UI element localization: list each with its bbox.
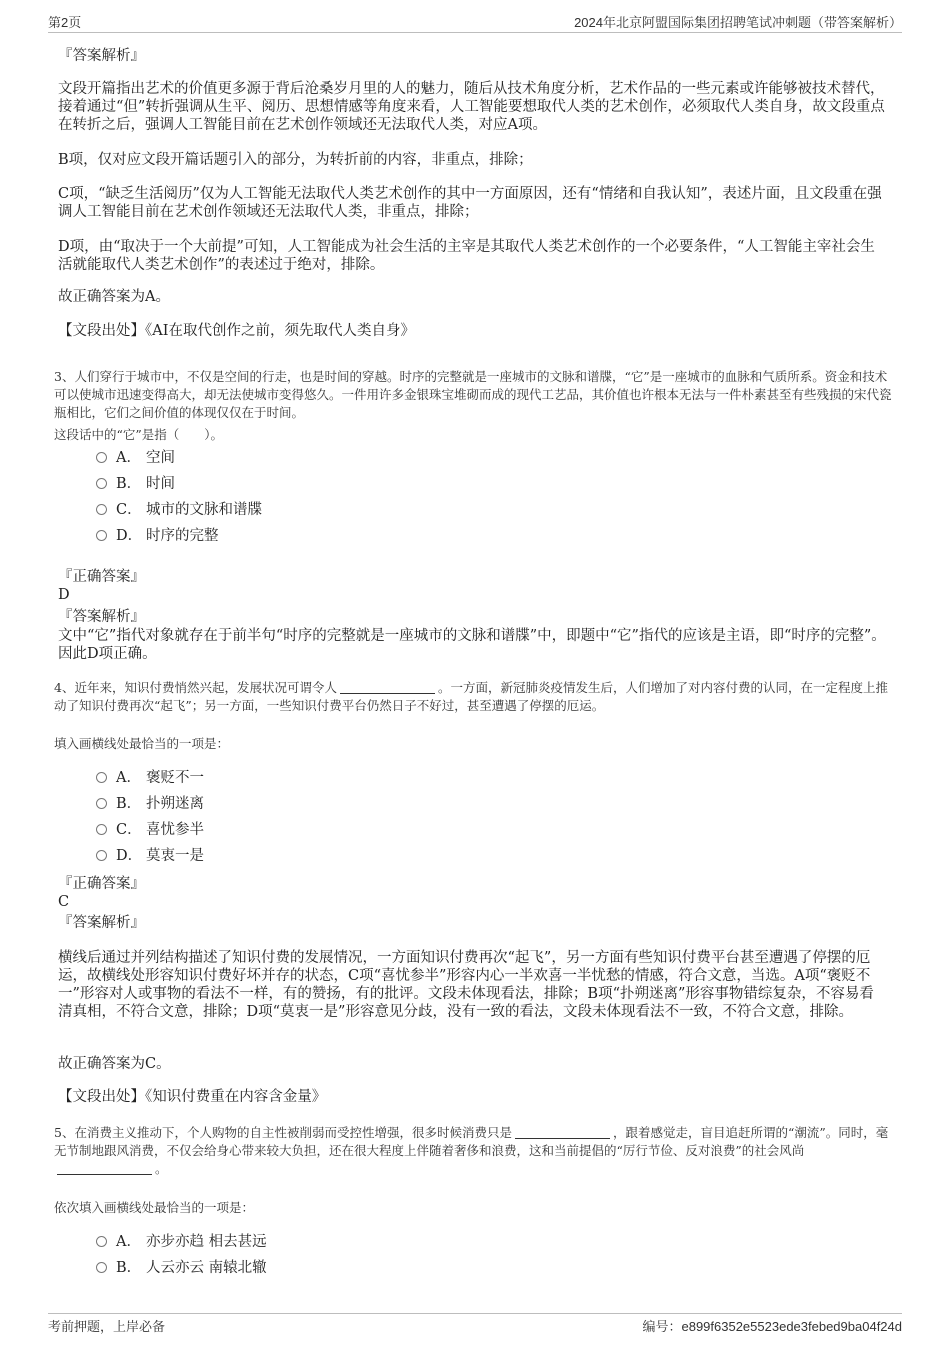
question-5-prompt: 依次填入画横线处最恰当的一项是： (54, 1200, 255, 1215)
question-4-answer: C (58, 894, 70, 910)
option-letter: A． (116, 1234, 141, 1250)
option-text: 城市的文脉和谱牒 (146, 502, 262, 518)
question-3-option-a[interactable] (96, 449, 175, 469)
question-4-analysis-label: 『答案解析』 (58, 915, 145, 931)
option-text: 褒贬不一 (146, 770, 204, 786)
option-text: 人云亦云 南辕北辙 (146, 1260, 267, 1276)
analysis-label: 『答案解析』 (58, 48, 145, 64)
document-code: 编号：e899f6352e5523ede3febed9ba04f24d (642, 1319, 902, 1334)
radio-icon[interactable] (96, 478, 107, 489)
option-text: 莫衷一是 (146, 848, 204, 864)
question-3-option-d[interactable] (96, 527, 219, 547)
question-4-option-a[interactable] (96, 769, 204, 789)
source-citation: 【文段出处】《AI在取代创作之前，须先取代人类自身》 (58, 323, 415, 339)
question-4-conclusion: 故正确答案为C。 (58, 1056, 171, 1072)
document-title: 2024年北京阿盟国际集团招聘笔试冲刺题（带答案解析） (574, 15, 902, 30)
option-text: 扑朔迷离 (146, 796, 204, 812)
radio-icon[interactable] (96, 798, 107, 809)
question-3-analysis-label: 『答案解析』 (58, 609, 145, 625)
question-4-option-b[interactable] (96, 795, 204, 815)
radio-icon[interactable] (96, 1236, 107, 1247)
question-3-prompt: 这段话中的“它”是指（ ）。 (54, 427, 224, 442)
question-4-stem: 4、近年来，知识付费悄然兴起，发展状况可谓令人 。一方面，新冠肺炎疫情发生后，人们增加了对内容付费的认同，在一定程度上推动了知识付费再次“起飞”；另一方面，一些知识付费平台仍然日子不好过，甚至遭遇了停摆的厄运。 (54, 680, 888, 713)
radio-icon[interactable] (96, 850, 107, 861)
analysis-paragraph-1: 文段开篇指出艺术的价值更多源于背后沧桑岁月里的人的魅力，随后从技术角度分析，艺术作品的一些元素或许能够被技术替代，接着通过“但”转折强调从生平、阅历、思想情感等角度来看，人工智能要想取代人类的艺术创作，必须取代人类自身，故文段重点在转折之后，强调人工智能目前在艺术创作领域还无法取代人类，对应A项。 (58, 81, 885, 133)
question-4-analysis: 横线后通过并列结构描述了知识付费的发展情况，一方面知识付费再次“起飞”，另一方面有些知识付费平台甚至遭遇了停摆的厄运，故横线处形容知识付费好坏并存的状态，C项“喜忧参半”形容内心一半欢喜一半忧愁的情感，符合文意，当选。A项“褒贬不一”形容对人或事物的看法不一样，有的赞扬，有的批评。文段未体现看法，排除；B项“扑朔迷离”形容事物错综复杂，不容易看清真相，不符合文意，排除；D项“莫衷一是”形容意见分歧，没有一致的看法，文段未体现看法不一致，不符合文意，排除。 (58, 950, 874, 1020)
analysis-conclusion: 故正确答案为A。 (58, 289, 170, 305)
option-letter: B． (116, 476, 142, 492)
option-letter: B． (116, 796, 142, 812)
analysis-paragraph-3: C项，“缺乏生活阅历”仅为人工智能无法取代人类艺术创作的其中一方面原因，还有“情绪和自我认知”，表述片面，且文段重在强调人工智能目前在艺术创作领域还无法取代人类，非重点，排除； (58, 186, 882, 220)
page-header (48, 10, 902, 33)
option-text: 亦步亦趋 相去甚远 (146, 1234, 267, 1250)
question-3-analysis: 文中“它”指代对象就存在于前半句“时序的完整就是一座城市的文脉和谱牒”中，即题中“它”指代的应该是主语，即“时序的完整”。因此D项正确。 (58, 628, 886, 662)
fill-blank (515, 1125, 610, 1139)
question-3-option-c[interactable] (96, 501, 262, 521)
fill-blank (340, 680, 435, 694)
fill-blank (57, 1161, 152, 1175)
radio-icon[interactable] (96, 452, 107, 463)
option-text: 时间 (146, 476, 175, 492)
footer-slogan: 考前押题，上岸必备 (48, 1319, 166, 1334)
question-3-answer: D (58, 587, 70, 603)
option-letter: C． (116, 822, 142, 838)
question-4-answer-label: 『正确答案』 (58, 876, 145, 892)
radio-icon[interactable] (96, 1262, 107, 1273)
question-3-stem: 3、人们穿行于城市中，不仅是空间的行走，也是时间的穿越。时序的完整就是一座城市的文脉和谱牒，“它”是一座城市的血脉和气质所系。资金和技术可以使城市迅速变得高大，却无法使城市变得悠久。一件用许多金银珠宝堆砌而成的现代工艺品，其价值也许根本无法与一件朴素甚至有些残损的宋代瓷瓶相比，它们之间价值的体现仅仅在于时间。 (54, 369, 892, 420)
option-letter: C． (116, 502, 142, 518)
question-5-option-a[interactable] (96, 1233, 267, 1253)
question-5-option-b[interactable] (96, 1259, 267, 1279)
radio-icon[interactable] (96, 504, 107, 515)
option-letter: D． (116, 528, 143, 544)
option-letter: A． (116, 450, 141, 466)
radio-icon[interactable] (96, 530, 107, 541)
question-3-option-b[interactable] (96, 475, 175, 495)
question-3-answer-label: 『正确答案』 (58, 569, 145, 585)
radio-icon[interactable] (96, 824, 107, 835)
option-letter: D． (116, 848, 143, 864)
option-letter: A． (116, 770, 141, 786)
option-text: 时序的完整 (146, 528, 219, 544)
page-footer (48, 1313, 902, 1336)
analysis-paragraph-2: B项，仅对应文段开篇话题引入的部分，为转折前的内容，非重点，排除； (58, 152, 533, 168)
radio-icon[interactable] (96, 772, 107, 783)
option-text: 空间 (146, 450, 175, 466)
question-4-option-c[interactable] (96, 821, 204, 841)
question-4-option-d[interactable] (96, 847, 204, 867)
question-4-source: 【文段出处】《知识付费重在内容含金量》 (58, 1089, 327, 1105)
option-letter: B． (116, 1260, 142, 1276)
question-5-stem: 5、在消费主义推动下，个人购物的自主性被削弱而受控性增强，很多时候消费只是 ，跟着感觉走，盲目追赶所谓的“潮流”。同时，毫无节制地跟风消费，不仅会给身心带来较大负担，还在很大程度上伴随着奢侈和浪费，这和当前提倡的“厉行节俭、反对浪费”的社会风尚。 (54, 1125, 889, 1176)
option-text: 喜忧参半 (146, 822, 204, 838)
analysis-paragraph-4: D项，由“取决于一个大前提”可知，人工智能成为社会生活的主宰是其取代人类艺术创作的一个必要条件，“人工智能主宰社会生活就能取代人类艺术创作”的表述过于绝对，排除。 (58, 239, 875, 273)
question-4-prompt: 填入画横线处最恰当的一项是： (54, 736, 230, 751)
page-number: 第2页 (48, 15, 82, 30)
